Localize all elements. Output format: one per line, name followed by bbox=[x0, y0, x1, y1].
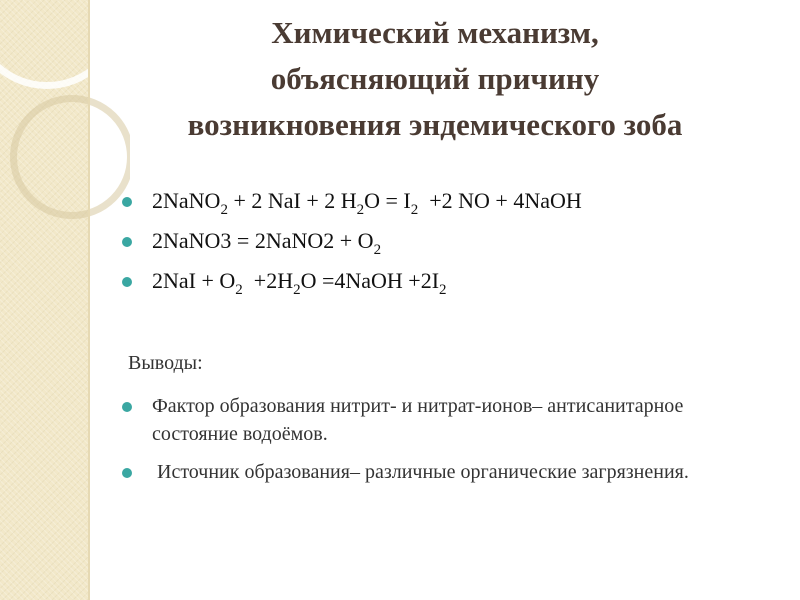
bullet-dot-icon bbox=[122, 237, 132, 247]
title-line-1: Химический механизм, bbox=[271, 15, 599, 50]
conclusions-label: Выводы: bbox=[128, 352, 203, 374]
title-line-3: возникновения эндемического зоба bbox=[187, 107, 683, 142]
conclusion-item bbox=[122, 458, 742, 486]
side-divider bbox=[88, 0, 90, 600]
bullet-dot-icon bbox=[122, 197, 132, 207]
formula-text: $2NaI + O_2 +2H_2O$ =4NaOH $+2I_2$ bbox=[152, 268, 447, 298]
bullet-dot-icon bbox=[122, 277, 132, 287]
formula-item bbox=[122, 224, 782, 264]
formula-text: 2NaNO3 = 2NaNO2 + $O_2$ bbox=[152, 228, 382, 258]
conclusion-item bbox=[122, 392, 742, 448]
slide-title bbox=[110, 10, 760, 148]
bullet-dot-icon bbox=[122, 402, 132, 412]
formula-list bbox=[122, 184, 782, 304]
formula-item bbox=[122, 184, 782, 224]
formula-text: 2NaNO$_2$ + 2 NaI + 2 $H_2O = I_2 +2$ NO + 4NaOH bbox=[152, 188, 582, 218]
title-line-2: объясняющий причину bbox=[270, 61, 600, 96]
decorative-ring bbox=[0, 0, 124, 89]
conclusion-text: Фактор образования нитрит- и нитрат-ионов– антисанитарное состояние водоёмов. bbox=[152, 395, 684, 445]
conclusion-text: Источник образования– различные органические загрязнения. bbox=[152, 461, 689, 483]
bullet-dot-icon bbox=[122, 468, 132, 478]
formula-item bbox=[122, 264, 782, 304]
